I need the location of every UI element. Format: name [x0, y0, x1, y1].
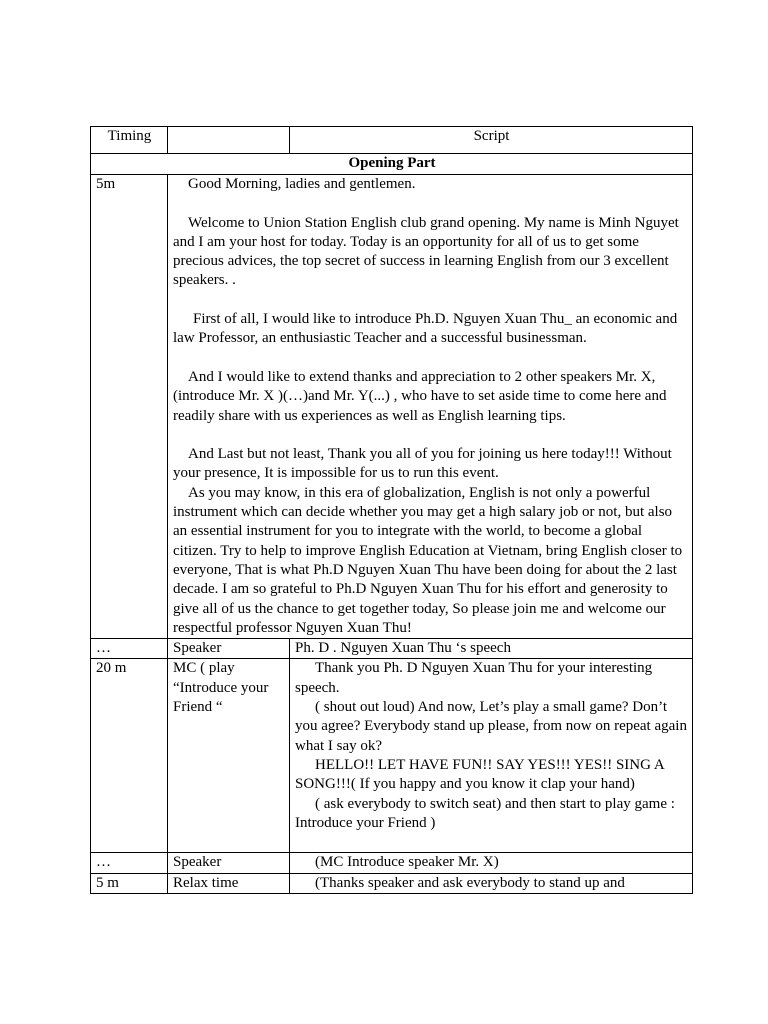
- header-timing: Timing: [91, 127, 168, 154]
- blank-line: [173, 349, 688, 368]
- blank-line: [173, 426, 688, 445]
- script-paragraph: HELLO!! LET HAVE FUN!! SAY YES!!! YES!! SING A SONG!!!( If you happy and you know it clap your hand): [295, 756, 664, 793]
- blank-line: [173, 194, 688, 213]
- row-timing: 5m: [91, 175, 168, 639]
- table-row: [91, 175, 693, 639]
- row-timing: …: [91, 853, 168, 873]
- table-row: [91, 659, 693, 853]
- script-paragraph: (Thanks speaker and ask everybody to stand up and: [315, 874, 625, 891]
- script-paragraph: Good Morning, ladies and gentlemen.: [188, 176, 416, 192]
- header-script: Script: [290, 127, 693, 154]
- script-paragraph: As you may know, in this era of globalization, English is not only a powerful instrument which can decide whether you may get a high salary job or not, but also an essential instrument for you to integrate with the world, to become a global citizen. Try to help to improve English Education at Vietnam, bring English closer to everyone, That is what Ph.D Nguyen Xuan Thu have been doing for about the 2 last decade. I am so grateful to Ph.D Nguyen Xuan Thu for his effort and generosity to give all of us the chance to get together today, So please join me and welcome our respectful professor Nguyen Xuan Thu!: [173, 484, 683, 636]
- row-script: [290, 853, 693, 873]
- header-role: [168, 127, 290, 154]
- script-table: [90, 126, 693, 894]
- row-timing: 20 m: [91, 659, 168, 853]
- section-title: Opening Part: [91, 154, 693, 175]
- row-role: Relax time: [168, 873, 290, 893]
- script-paragraph: Ph. D . Nguyen Xuan Thu ‘s speech: [295, 640, 511, 657]
- script-paragraph: ( ask everybody to switch seat) and then start to play game : Introduce your Friend ): [295, 795, 675, 831]
- script-paragraph: And Last but not least, Thank you all of you for joining us here today!!! Without your presence, It is impossible for us to run this event.: [173, 446, 672, 482]
- row-script: [290, 873, 693, 893]
- script-paragraph: ( shout out loud) And now, Let’s play a small game? Don’t you agree? Everybody stand up please, from now on repeat again what I say ok?: [295, 699, 687, 754]
- table-header-row: [91, 127, 693, 154]
- table-row: [91, 853, 693, 873]
- script-paragraph: Welcome to Union Station English club grand opening. My name is Minh Nguyet and I am your host for today. Today is an opportunity for all of us to get some precious advices, the top secret of success in learning English from our 3 excellent speakers. .: [173, 214, 679, 289]
- row-role: Speaker: [168, 853, 290, 873]
- row-timing: …: [91, 639, 168, 659]
- blank-line: [295, 833, 688, 852]
- script-paragraph: First of all, I would like to introduce Ph.D. Nguyen Xuan Thu_ an economic and law Professor, an enthusiastic Teacher and a successful businessman.: [173, 311, 678, 347]
- blank-line: [173, 291, 688, 310]
- script-paragraph: And I would like to extend thanks and appreciation to 2 other speakers Mr. X, (introduce Mr. X )(…)and Mr. Y(...) , who have to set aside time to come here and readily share with us experiences as well as English learning tips.: [173, 368, 667, 424]
- row-script: [290, 659, 693, 853]
- row-role: MC ( play “Introduce your Friend “: [168, 659, 290, 853]
- table-row: [91, 639, 693, 659]
- row-role: Speaker: [168, 639, 290, 659]
- row-timing: 5 m: [91, 873, 168, 893]
- row-script: [290, 639, 693, 659]
- section-row: [91, 154, 693, 175]
- row-script: [168, 175, 693, 639]
- table-row: [91, 873, 693, 893]
- script-paragraph: Thank you Ph. D Nguyen Xuan Thu for your interesting speech.: [295, 660, 653, 696]
- script-paragraph: (MC Introduce speaker Mr. X): [315, 854, 499, 871]
